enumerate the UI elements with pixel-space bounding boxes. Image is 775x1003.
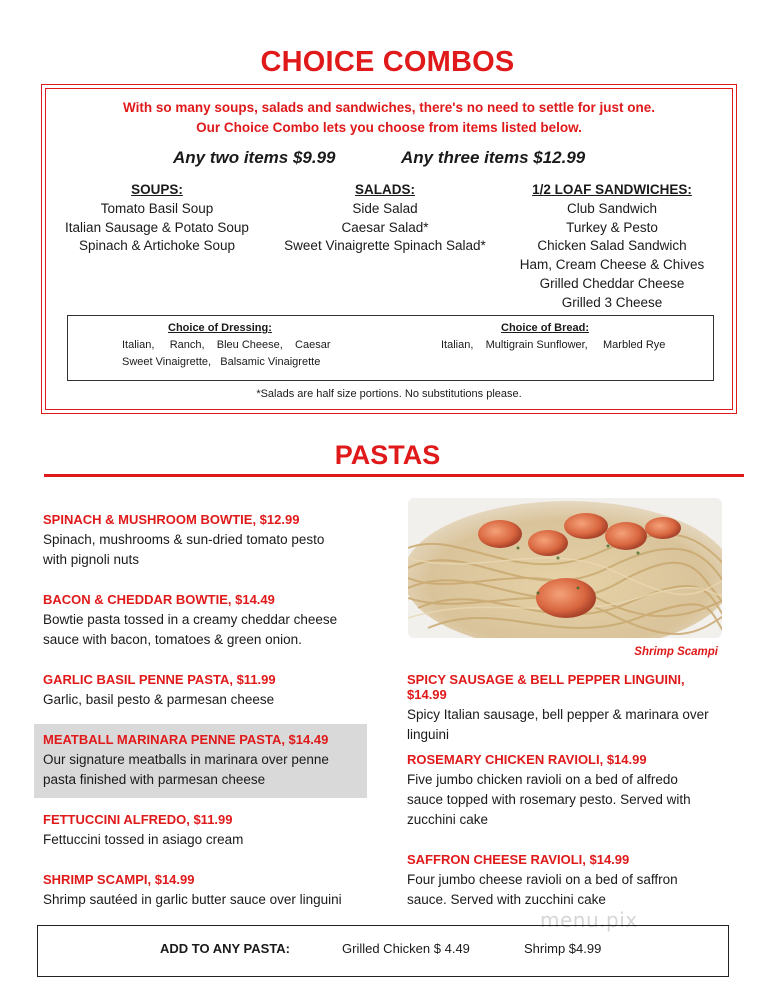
pasta-item (407, 852, 727, 910)
shrimp-scampi-photo (408, 498, 722, 638)
sandwich-item: Chicken Salad Sandwich (537, 238, 687, 254)
pasta-item (43, 872, 363, 910)
pasta-item-desc: Fettuccini tossed in asiago cream (43, 832, 244, 847)
addon-option-chicken: Grilled Chicken $ 4.49 (342, 941, 470, 956)
combo-intro-line-2: Our Choice Combo lets you choose from items listed below. (196, 120, 582, 135)
pasta-item-name: BACON & CHEDDAR BOWTIE, $14.49 (43, 592, 275, 607)
pasta-item (43, 672, 363, 710)
pasta-item-desc: Spinach, mushrooms & sun-dried tomato pesto (43, 532, 325, 547)
pasta-item-desc: Four jumbo cheese ravioli on a bed of saffron (407, 872, 678, 887)
pasta-item-featured (43, 732, 363, 790)
soup-item: Spinach & Artichoke Soup (78, 238, 236, 254)
price-two-items: Any two items $9.99 (173, 148, 336, 167)
sandwich-item: Ham, Cream Cheese & Chives (519, 257, 705, 273)
photo-caption: Shrimp Scampi (634, 646, 718, 658)
combo-intro-line-1: With so many soups, salads and sandwiches, there's no need to settle for just one. (123, 100, 655, 115)
pasta-item-name: MEATBALL MARINARA PENNE PASTA, $14.49 (43, 732, 329, 747)
salads-header: SALADS: (355, 182, 415, 197)
section-divider (44, 474, 744, 477)
salad-footnote: *Salads are half size portions. No substitutions please. (256, 388, 522, 400)
pasta-item-desc: Bowtie pasta tossed in a creamy cheddar cheese (43, 612, 338, 627)
salad-item: Caesar Salad* (341, 219, 429, 235)
addon-label: ADD TO ANY PASTA: (160, 941, 291, 956)
choice-combos-title: CHOICE COMBOS (260, 46, 515, 78)
sandwich-item: Grilled Cheddar Cheese (539, 275, 685, 291)
pastas-title: PASTAS (334, 440, 441, 470)
pasta-item-desc: Our signature meatballs in marinara over penne (43, 752, 329, 767)
addon-option-shrimp: Shrimp $4.99 (524, 941, 602, 956)
pasta-item-desc: sauce topped with rosemary pesto. Served with (407, 792, 691, 807)
pasta-item-desc: sauce. Served with zucchini cake (407, 892, 606, 907)
sandwich-item: Club Sandwich (566, 200, 658, 216)
sandwiches-header: 1/2 LOAF SANDWICHES: (532, 182, 692, 197)
salads-column (270, 181, 500, 256)
pasta-item-desc: Spicy Italian sausage, bell pepper & marinara over (407, 707, 709, 722)
pasta-item-desc: with pignoli nuts (43, 552, 140, 567)
pasta-item (407, 672, 727, 745)
soup-item: Italian Sausage & Potato Soup (65, 219, 249, 235)
pasta-item-desc: sauce with bacon, tomatoes & green onion. (43, 632, 302, 647)
pasta-item-name: SAFFRON CHEESE RAVIOLI, $14.99 (407, 852, 630, 867)
dressing-header: Choice of Dressing: (168, 322, 272, 334)
dressing-options-line-2: Sweet Vinaigrette, Balsamic Vinaigrette (122, 356, 321, 368)
pasta-item-desc: linguini (407, 727, 450, 742)
soups-column (52, 181, 262, 256)
bread-header: Choice of Bread: (501, 322, 590, 334)
pasta-item-name: SPINACH & MUSHROOM BOWTIE, $12.99 (43, 512, 300, 527)
salad-item: Side Salad (352, 200, 418, 216)
pasta-item (43, 812, 363, 850)
pasta-item-desc: zucchini cake (407, 812, 489, 827)
bread-options-line: Italian, Multigrain Sunflower, Marbled Rye (441, 339, 666, 351)
pasta-item-name: FETTUCCINI ALFREDO, $11.99 (43, 812, 233, 827)
salad-item: Sweet Vinaigrette Spinach Salad* (284, 238, 486, 254)
sandwich-item: Turkey & Pesto (566, 219, 658, 235)
pasta-item-desc: Garlic, basil pesto & parmesan cheese (43, 692, 275, 707)
sandwiches-column (507, 181, 717, 313)
pasta-item (407, 752, 727, 830)
soups-header: SOUPS: (131, 182, 183, 197)
pasta-item-desc: Five jumbo chicken ravioli on a bed of alfredo (407, 772, 678, 787)
pasta-item-name: GARLIC BASIL PENNE PASTA, $11.99 (43, 672, 276, 687)
price-three-items: Any three items $12.99 (401, 148, 586, 167)
pasta-item (43, 592, 363, 650)
pasta-item-desc: Shrimp sautéed in garlic butter sauce over linguini (43, 892, 342, 907)
dressing-options-line-1: Italian, Ranch, Bleu Cheese, Caesar (122, 339, 331, 351)
soup-item: Tomato Basil Soup (100, 200, 214, 216)
pasta-item (43, 512, 363, 570)
watermark-logo: menu.pix (540, 908, 638, 932)
pasta-item-desc: pasta finished with parmesan cheese (43, 772, 266, 787)
sandwich-item: Grilled 3 Cheese (561, 294, 663, 310)
pasta-item-name: SPICY SAUSAGE & BELL PEPPER LINGUINI, $14.99 (407, 672, 685, 702)
pasta-item-name: ROSEMARY CHICKEN RAVIOLI, $14.99 (407, 752, 647, 767)
pasta-item-name: SHRIMP SCAMPI, $14.99 (43, 872, 195, 887)
